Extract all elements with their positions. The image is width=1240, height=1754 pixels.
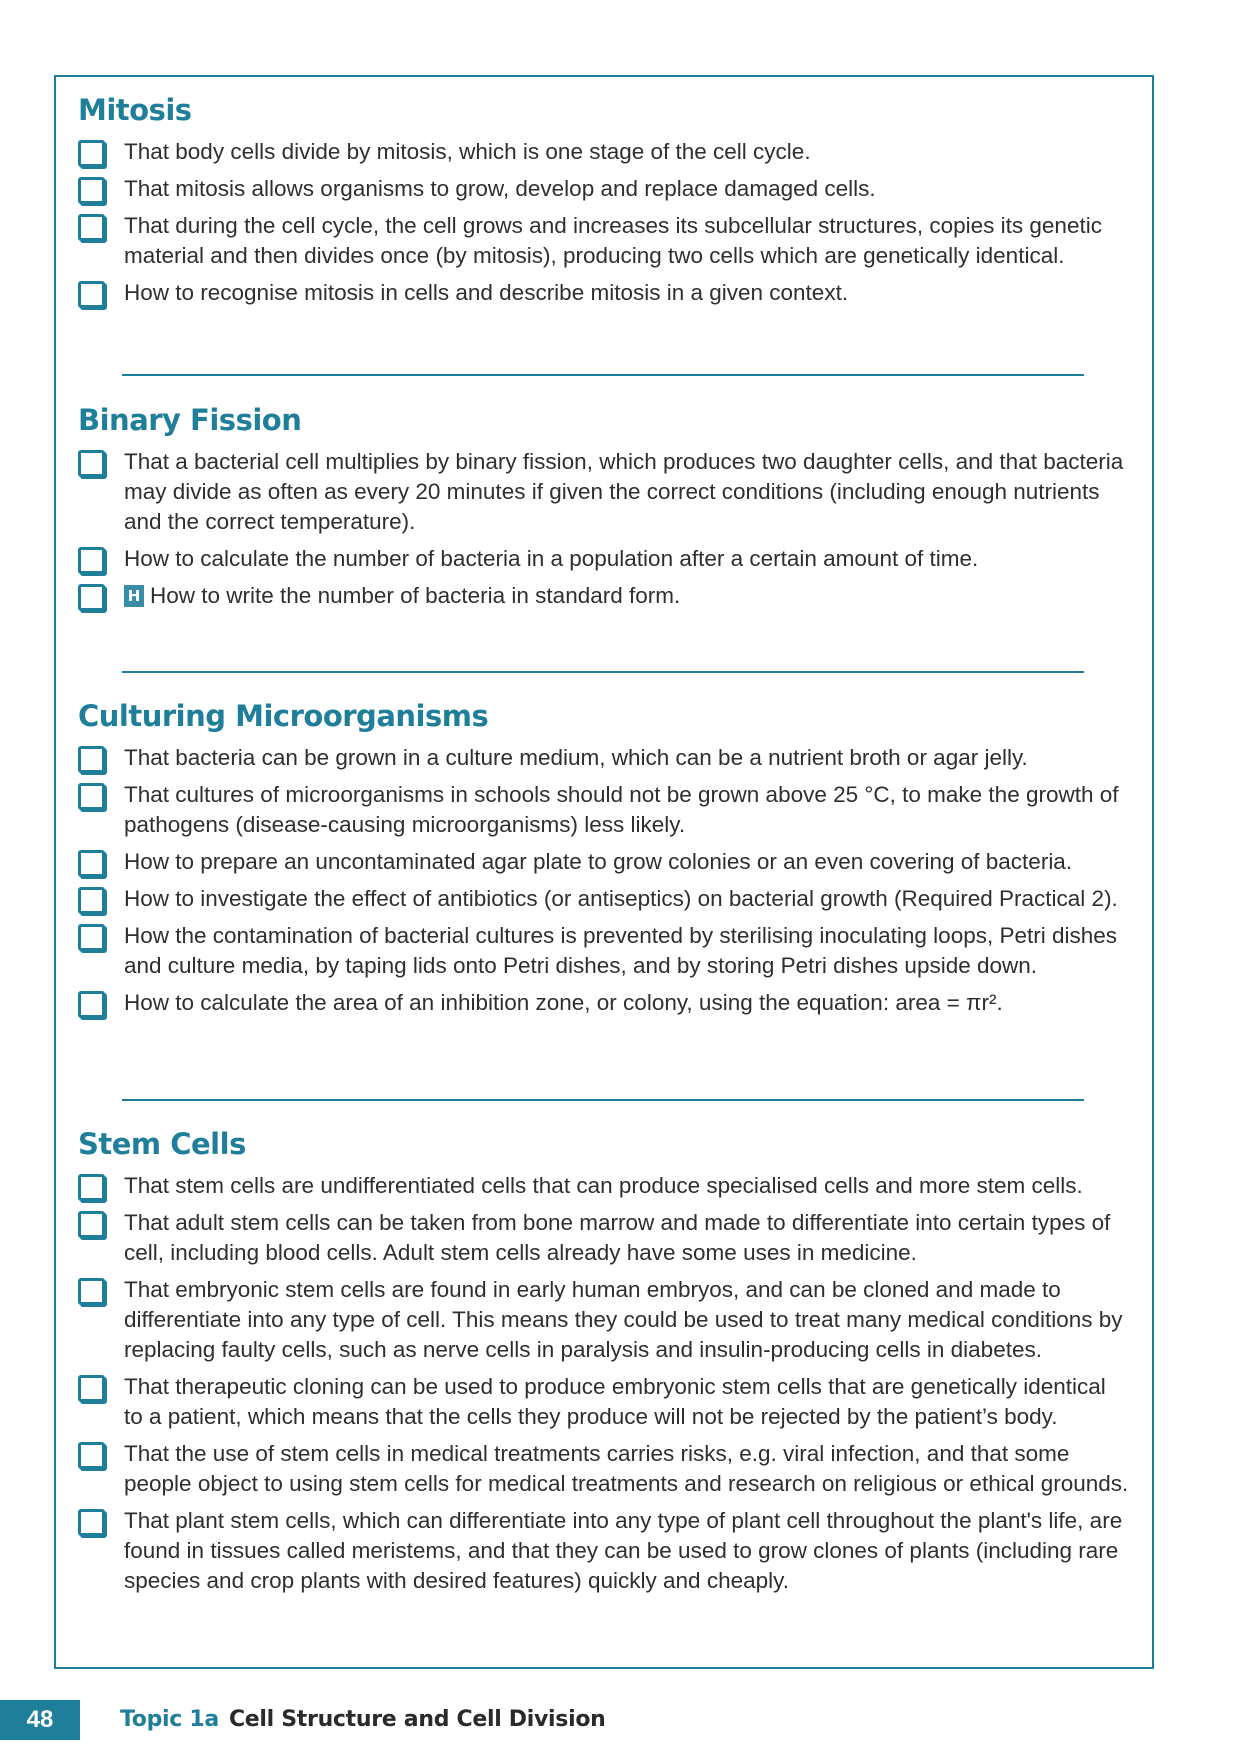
item-text: That bacteria can be grown in a culture medium, which can be a nutrient broth or agar jelly. bbox=[124, 745, 1028, 770]
checklist-item bbox=[78, 211, 1130, 271]
checkbox[interactable] bbox=[78, 584, 105, 611]
item-text: That adult stem cells can be taken from bone marrow and made to differentiate into certain types of cell, including blood cells. Adult stem cells already have some uses in medicine. bbox=[124, 1210, 1111, 1265]
section-stem-cells bbox=[78, 1123, 1130, 1603]
section-title: Stem Cells bbox=[78, 1127, 246, 1161]
checklist-item bbox=[78, 1372, 1130, 1432]
checkbox[interactable] bbox=[78, 547, 105, 574]
checkbox[interactable] bbox=[78, 214, 105, 241]
checklist-item bbox=[78, 447, 1130, 537]
checkbox[interactable] bbox=[78, 850, 105, 877]
section-title: Mitosis bbox=[78, 93, 192, 127]
checkbox[interactable] bbox=[78, 450, 105, 477]
checkbox[interactable] bbox=[78, 1442, 105, 1469]
checklist-item bbox=[78, 1171, 1130, 1201]
checklist-item bbox=[78, 921, 1130, 981]
checkbox[interactable] bbox=[78, 991, 105, 1018]
checkbox[interactable] bbox=[78, 177, 105, 204]
item-text: That therapeutic cloning can be used to produce embryonic stem cells that are genetically identical to a patient, which means that the cells they produce will not be rejected by the patient’s body. bbox=[124, 1374, 1106, 1429]
checklist-item bbox=[78, 743, 1130, 773]
item-text: How to calculate the number of bacteria in a population after a certain amount of time. bbox=[124, 546, 979, 571]
higher-tier-badge: H bbox=[124, 585, 144, 607]
item-text: How to recognise mitosis in cells and describe mitosis in a given context. bbox=[124, 280, 849, 305]
section-divider bbox=[122, 671, 1084, 673]
footer-topic: Topic 1a bbox=[120, 1707, 219, 1732]
item-text: How to prepare an uncontaminated agar plate to grow colonies or an even covering of bacteria. bbox=[124, 849, 1073, 874]
checkbox[interactable] bbox=[78, 924, 105, 951]
section-mitosis bbox=[78, 89, 1130, 315]
checkbox[interactable] bbox=[78, 1278, 105, 1305]
checklist-item bbox=[78, 278, 1130, 308]
footer-topic-name: Cell Structure and Cell Division bbox=[228, 1707, 606, 1732]
section-title: Binary Fission bbox=[78, 403, 302, 437]
checklist-item bbox=[78, 544, 1130, 574]
item-text: That body cells divide by mitosis, which is one stage of the cell cycle. bbox=[124, 139, 811, 164]
item-text: How to calculate the area of an inhibition zone, or colony, using the equation: area = πr². bbox=[124, 990, 1003, 1015]
checkbox[interactable] bbox=[78, 1375, 105, 1402]
checklist-item bbox=[78, 1275, 1130, 1365]
item-text: That stem cells are undifferentiated cells that can produce specialised cells and more stem cells. bbox=[124, 1173, 1083, 1198]
checklist-item bbox=[78, 137, 1130, 167]
section-title: Culturing Microorganisms bbox=[78, 699, 489, 733]
section-binary-fission bbox=[78, 399, 1130, 618]
item-text: How the contamination of bacterial cultures is prevented by sterilising inoculating loops, Petri dishes and culture media, by taping lids onto Petri dishes, and by storing Petri dishes upside down. bbox=[124, 923, 1118, 978]
footer-title bbox=[120, 1700, 606, 1740]
checklist-item bbox=[78, 1208, 1130, 1268]
checklist-item bbox=[78, 988, 1130, 1018]
checkbox[interactable] bbox=[78, 746, 105, 773]
checklist-item bbox=[78, 1439, 1130, 1499]
checklist-item bbox=[78, 780, 1130, 840]
item-text: That embryonic stem cells are found in early human embryos, and can be cloned and made to differentiate into any type of cell. This means they could be used to treat many medical conditions by replacing faulty cells, such as nerve cells in paralysis and insulin-producing cells in diabetes. bbox=[124, 1277, 1123, 1362]
checkbox[interactable] bbox=[78, 1174, 105, 1201]
checkbox[interactable] bbox=[78, 281, 105, 308]
item-text: That mitosis allows organisms to grow, develop and replace damaged cells. bbox=[124, 176, 876, 201]
checkbox[interactable] bbox=[78, 887, 105, 914]
checklist-item bbox=[78, 174, 1130, 204]
checklist-item bbox=[78, 1506, 1130, 1596]
item-text: That the use of stem cells in medical treatments carries risks, e.g. viral infection, and that some people object to using stem cells for medical treatments and research on religious or ethical grounds. bbox=[124, 1441, 1129, 1496]
item-text: How to write the number of bacteria in standard form. bbox=[150, 583, 681, 608]
checkbox[interactable] bbox=[78, 783, 105, 810]
checkbox[interactable] bbox=[78, 1509, 105, 1536]
page-number: 48 bbox=[0, 1700, 80, 1740]
checkbox[interactable] bbox=[78, 1211, 105, 1238]
checklist-item bbox=[78, 847, 1130, 877]
item-text: That during the cell cycle, the cell grows and increases its subcellular structures, copies its genetic material and then divides once (by mitosis), producing two cells which are genetically identical. bbox=[124, 213, 1102, 268]
item-text: That a bacterial cell multiplies by binary fission, which produces two daughter cells, and that bacteria may divide as often as every 20 minutes if given the correct conditions (including enough nutrients and the correct temperature). bbox=[124, 449, 1124, 534]
section-divider bbox=[122, 374, 1084, 376]
checklist-item bbox=[78, 581, 1130, 611]
section-divider bbox=[122, 1099, 1084, 1101]
section-culturing-microorganisms bbox=[78, 695, 1130, 1025]
item-text: That plant stem cells, which can differentiate into any type of plant cell throughout the plant's life, are found in tissues called meristems, and that they can be used to grow clones of plants (including rare species and crop plants with desired features) quickly and cheaply. bbox=[124, 1508, 1123, 1593]
item-text: How to investigate the effect of antibiotics (or antiseptics) on bacterial growth (Required Practical 2). bbox=[124, 886, 1118, 911]
checklist-item bbox=[78, 884, 1130, 914]
item-text: That cultures of microorganisms in schools should not be grown above 25 °C, to make the growth of pathogens (disease-causing microorganisms) less likely. bbox=[124, 782, 1119, 837]
checklist-frame bbox=[54, 75, 1154, 1669]
checkbox[interactable] bbox=[78, 140, 105, 167]
